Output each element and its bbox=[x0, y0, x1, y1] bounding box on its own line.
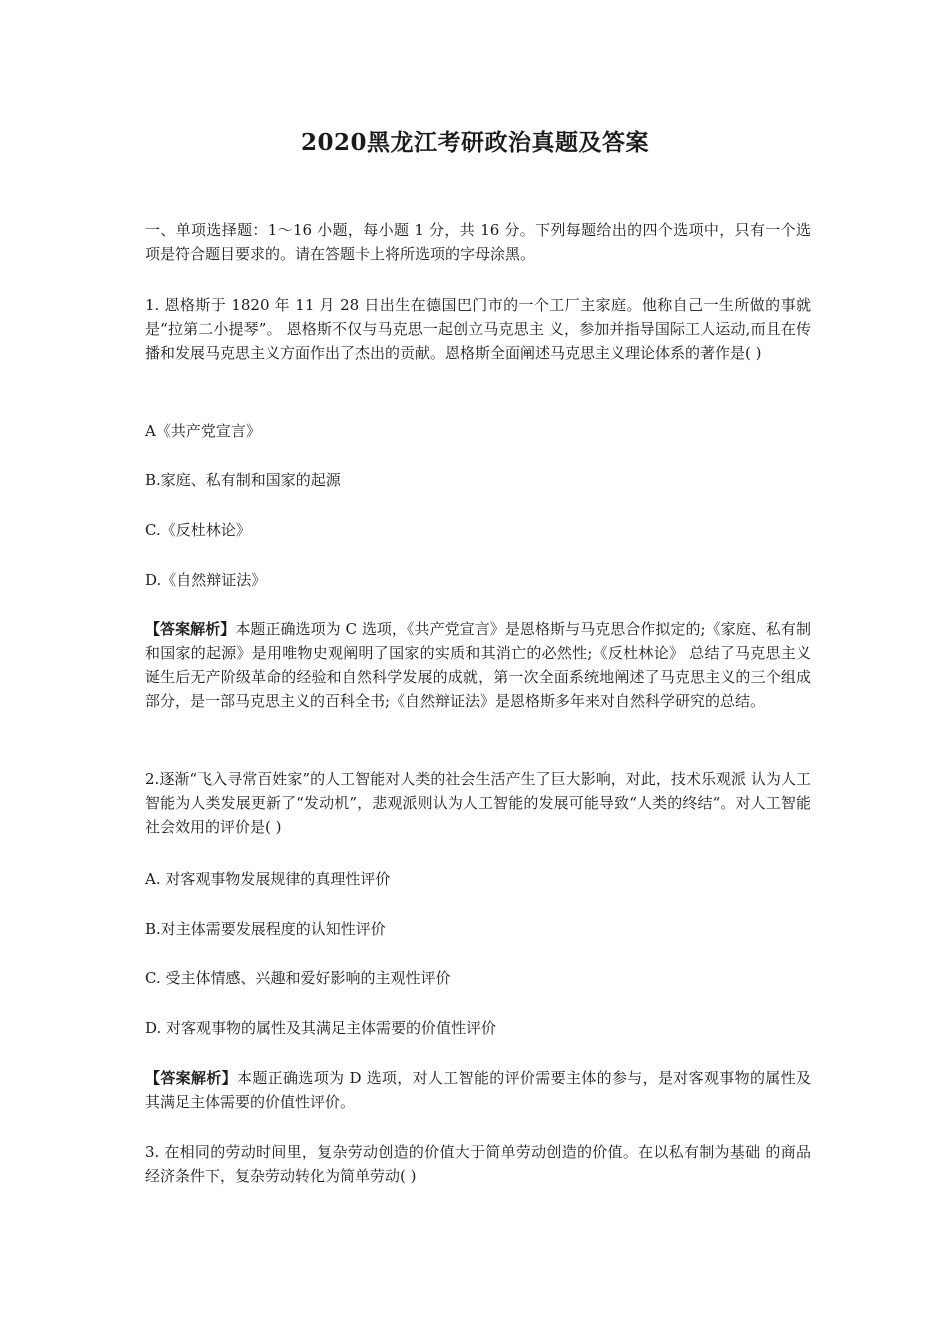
question-3-stem: 3. 在相同的劳动时间里，复杂劳动创造的价值大于简单劳动创造的价值。在以私有制为基础 的商品经济条件下，复杂劳动转化为简单劳动( ) bbox=[145, 1143, 811, 1185]
question-1-answer-explanation bbox=[145, 617, 811, 713]
question-1-option-a: A《共产党宣言》 bbox=[145, 422, 261, 440]
question-2-answer-explanation bbox=[145, 1066, 811, 1114]
question-2-option-c: C. 受主体情感、兴趣和爱好影响的主观性评价 bbox=[145, 969, 451, 987]
question-1-stem: 1. 恩格斯于 1820 年 11 月 28 日出生在德国巴门市的一个工厂主家庭。他称自己一生所做的事就是“拉第二小提琴”。 恩格斯不仅与马克思一起创立马克思主 义，参加并指导国际工人运动,而且在传播和发展马克思主义方面作出了杰出的贡献。恩格斯全面阐述马克思主义理论体系的著作是( ) bbox=[145, 296, 811, 362]
answer-tag: 【答案解析】 bbox=[145, 620, 236, 638]
instructions-paragraph: 一、单项选择题：1～16 小题，每小题 1 分，共 16 分。下列每题给出的四个选项中，只有一个选项是符合题目要求的。请在答题卡上将所选项的字母涂黑。 bbox=[145, 221, 811, 263]
question-2-stem: 2.逐渐“飞入寻常百姓家”的人工智能对人类的社会生活产生了巨大影响，对此，技术乐观派 认为人工智能为人类发展更新了“发动机”，悲观派则认为人工智能的发展可能导致“人类的终结“。对人工智能社会效用的评价是( ) bbox=[145, 770, 811, 836]
question-2-option-b: B.对主体需要发展程度的认知性评价 bbox=[145, 920, 386, 938]
answer-text: 本题正确选项为 C 选项，《共产党宣言》是恩格斯与马克思合作拟定的;《家庭、私有制和国家的起源》是用唯物史观阐明了国家的实质和其消亡的必然性;《反杜林论》 总结了马克思主义诞生后无产阶级革命的经验和自然科学发展的成就，第一次全面系统地阐述了马克思主义的三个组成部分，是一部马克思主义的百科全书;《自然辩证法》是恩格斯多年来对自然科学研究的总结。 bbox=[145, 620, 811, 710]
answer-text: 本题正确选项为 D 选项，对人工智能的评价需要主体的参与，是对客观事物的属性及其满足主体需要的价值性评价。 bbox=[145, 1069, 811, 1111]
question-1-option-b: B.家庭、私有制和国家的起源 bbox=[145, 471, 341, 489]
question-2-option-a: A. 对客观事物发展规律的真理性评价 bbox=[145, 870, 391, 888]
question-2-option-d: D. 对客观事物的属性及其满足主体需要的价值性评价 bbox=[145, 1019, 497, 1037]
answer-tag: 【答案解析】 bbox=[145, 1069, 238, 1087]
question-1-option-c: C.《反杜林论》 bbox=[145, 521, 251, 539]
question-1-option-d: D.《自然辩证法》 bbox=[145, 571, 267, 589]
page-title: 2020黑龙江考研政治真题及答案 bbox=[300, 129, 649, 156]
